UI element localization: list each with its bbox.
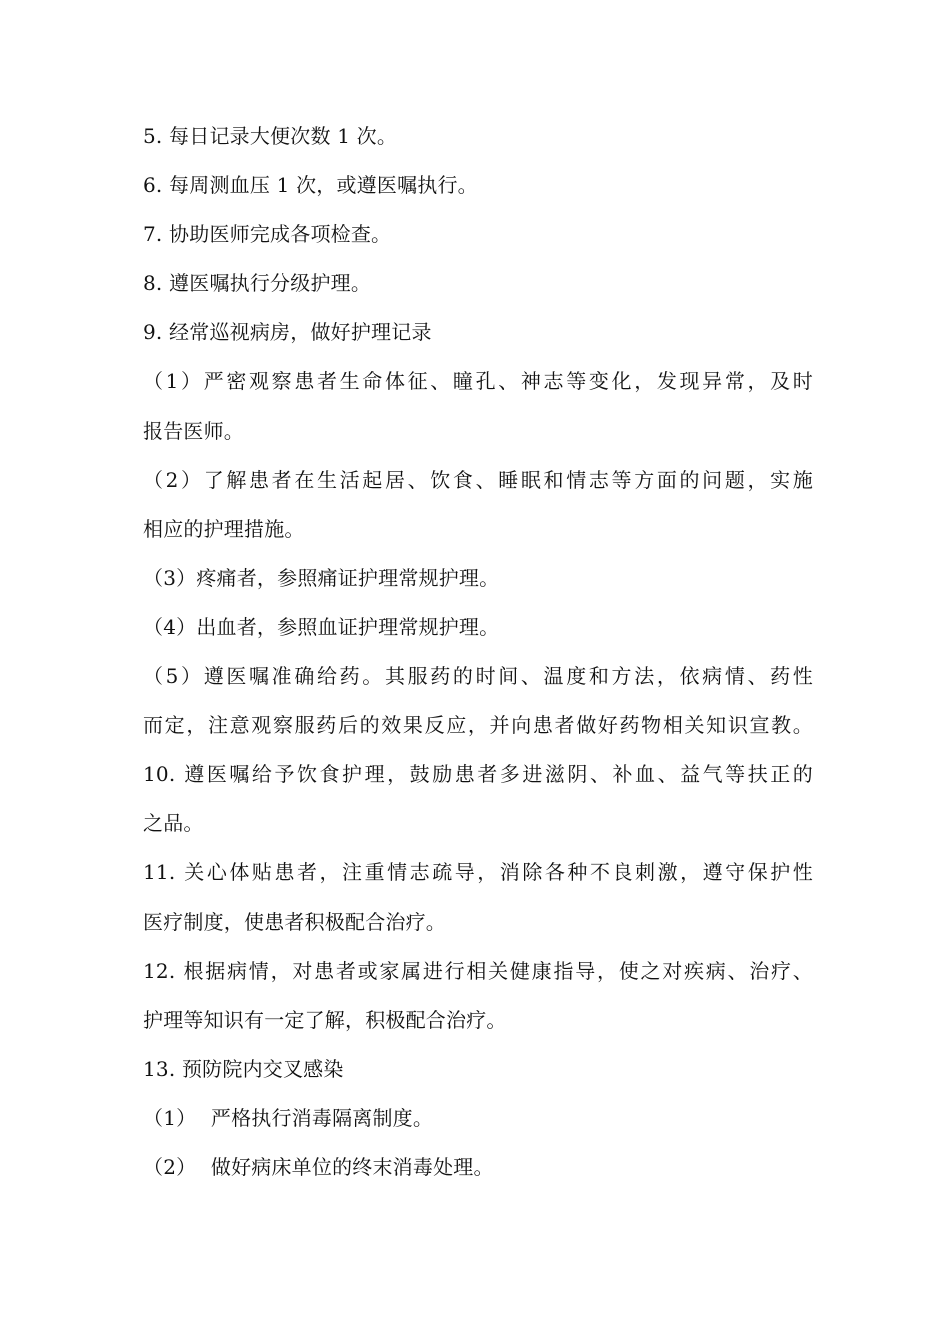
item-10-line-1: 10. 遵医嘱给予饮食护理，鼓励患者多进滋阴、补血、益气等扶正的 (143, 762, 813, 787)
item-11-line-2: 医疗制度，使患者积极配合治疗。 (143, 909, 446, 934)
item-9-5-line-1: （5）遵医嘱准确给药。其服药的时间、温度和方法，依病情、药性 (143, 664, 813, 689)
item-9-4: （4）出血者，参照血证护理常规护理。 (143, 614, 500, 639)
item-9-1-line-2: 报告医师。 (143, 418, 244, 443)
item-9-2-line-1: （2）了解患者在生活起居、饮食、睡眠和情志等方面的问题，实施 (143, 467, 813, 492)
item-9: 9. 经常巡视病房，做好护理记录 (143, 320, 432, 345)
item-13-1: （1） 严格执行消毒隔离制度。 (143, 1105, 434, 1130)
item-9-1-line-1: （1）严密观察患者生命体征、瞳孔、神志等变化，发现异常，及时 (143, 369, 813, 394)
item-13: 13. 预防院内交叉感染 (143, 1056, 344, 1081)
item-12-line-1: 12. 根据病情，对患者或家属进行相关健康指导，使之对疾病、治疗、 (143, 958, 813, 983)
item-13-2: （2） 做好病床单位的终末消毒处理。 (143, 1154, 494, 1179)
item-7: 7. 协助医师完成各项检查。 (143, 222, 392, 247)
item-5: 5. 每日记录大便次数 1 次。 (143, 124, 398, 148)
item-11-line-1: 11. 关心体贴患者，注重情志疏导，消除各种不良刺激，遵守保护性 (143, 860, 813, 885)
item-9-5-line-2: 而定，注意观察服药后的效果反应，并向患者做好药物相关知识宣教。 (143, 713, 813, 738)
document-body (143, 118, 813, 1198)
item-6: 6. 每周测血压 1 次，或遵医嘱执行。 (143, 173, 478, 198)
item-12-line-2: 护理等知识有一定了解，积极配合治疗。 (143, 1007, 507, 1032)
item-9-2-line-2: 相应的护理措施。 (143, 516, 305, 541)
item-9-3: （3）疼痛者，参照痛证护理常规护理。 (143, 565, 500, 590)
item-10-line-2: 之品。 (143, 811, 204, 836)
item-8: 8. 遵医嘱执行分级护理。 (143, 271, 372, 296)
